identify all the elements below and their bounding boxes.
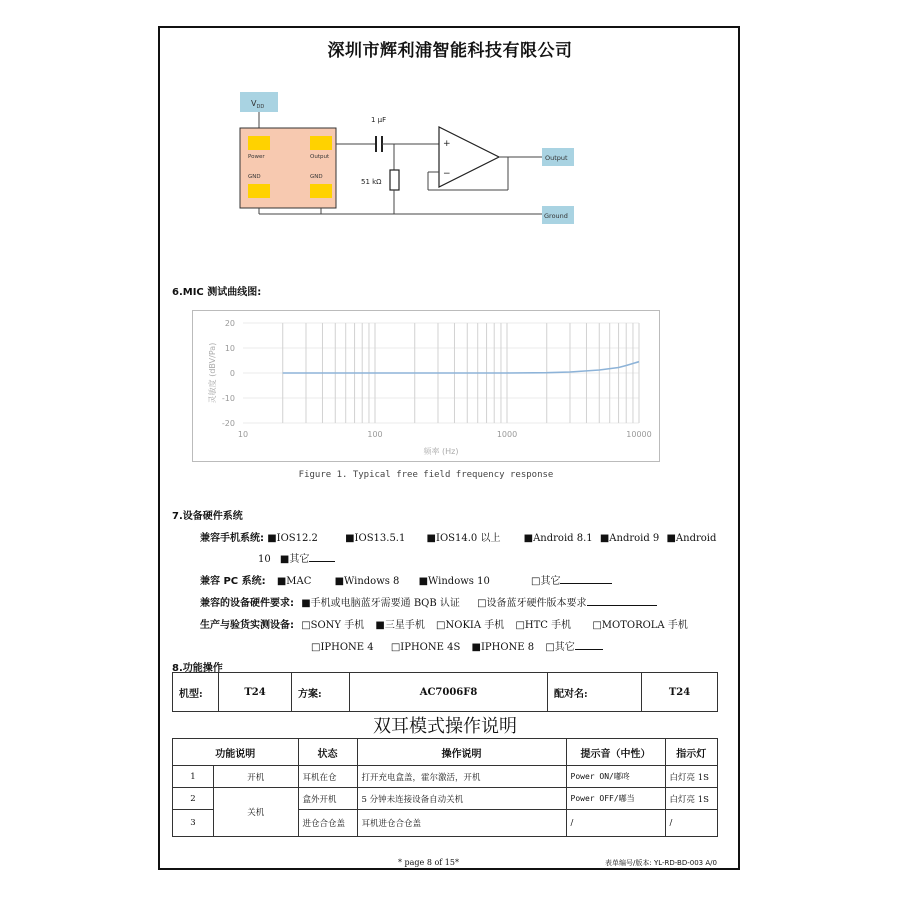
phone-systems-label: 兼容手机系统:: [200, 533, 264, 544]
opt-iphone8: ■IPHONE 8: [471, 642, 535, 653]
section-7-heading: 7.设备硬件系统: [172, 511, 243, 522]
resistor: [390, 170, 399, 190]
frequency-response-chart-frame: [192, 310, 660, 462]
binaural-mode-title: 双耳模式操作说明: [373, 716, 517, 737]
pair-name-value: T24: [642, 673, 718, 712]
col-operation: 操作说明: [357, 739, 566, 766]
phone-systems-row-2: [258, 550, 335, 565]
circuit-diagram: [234, 92, 584, 232]
y-tick-label: -10: [221, 394, 235, 403]
pin-gnd-left: GND: [248, 174, 261, 180]
operation-table-header: [173, 739, 718, 766]
row-function: 开机: [214, 766, 299, 788]
opt-ios14: ■IOS14.0 以上: [426, 533, 501, 544]
pc-systems-label: 兼容 PC 系统:: [200, 576, 266, 587]
resistor-label: 51 kΩ: [361, 178, 382, 186]
row-tone: /: [566, 810, 665, 837]
opt-win10: ■Windows 10: [418, 576, 490, 587]
vdd-label: $V_{DD}$: [251, 99, 265, 110]
row-state: 耳机在仓: [298, 766, 357, 788]
x-tick-label: 10: [237, 430, 249, 439]
opt-htc: □HTC 手机: [515, 620, 572, 631]
row-number: 2: [173, 788, 214, 810]
frequency-response-line: [283, 362, 639, 373]
row-function: 关机: [214, 788, 299, 837]
row-number: 1: [173, 766, 214, 788]
bt-version-blank: [587, 595, 657, 606]
x-tick-label: 1000: [496, 430, 518, 439]
product-info-table: [172, 672, 718, 712]
y-tick-label: -20: [221, 419, 235, 428]
col-function: 功能说明: [173, 739, 299, 766]
table-row: [173, 766, 718, 788]
output-label: Output: [545, 154, 568, 162]
opt-iphone4s: □IPHONE 4S: [390, 642, 461, 653]
capacitor-label: 1 µF: [371, 116, 387, 124]
opt-ios13: ■IOS13.5.1: [345, 533, 406, 544]
hw-requirement-label: 兼容的设备硬件要求:: [200, 598, 294, 609]
row-tone: Power ON/嘟咚: [566, 766, 665, 788]
table-row: [173, 788, 718, 810]
scheme-value: AC7006F8: [350, 673, 548, 712]
opt-pc-other: □其它: [531, 576, 561, 587]
gnd-pad-left: [248, 184, 270, 198]
gnd-pad-right: [310, 184, 332, 198]
row-state: 盒外开机: [298, 788, 357, 810]
model-label: 机型:: [173, 673, 219, 712]
row-number: 3: [173, 810, 214, 837]
x-tick-label: 100: [367, 430, 383, 439]
col-state: 状态: [298, 739, 357, 766]
pair-name-label: 配对名:: [548, 673, 642, 712]
y-tick-label: 10: [224, 344, 235, 353]
op-amp-plus: +: [443, 139, 451, 149]
row-led: 白灯亮 1S: [665, 788, 717, 810]
device-other-blank: [575, 639, 603, 650]
row-operation: 耳机进仓合仓盖: [357, 810, 566, 837]
x-tick-label: 10000: [626, 430, 652, 439]
opt-android10: ■Android: [666, 533, 717, 544]
row-tone: Power OFF/嘟当: [566, 788, 665, 810]
opt-bt-version: □设备蓝牙硬件版本要求: [477, 598, 587, 609]
opt-iphone4: □IPHONE 4: [311, 642, 374, 653]
pin-output: Output: [310, 154, 330, 160]
x-axis-label: 频率 (Hz): [423, 447, 459, 456]
page-number: * page 8 of 15*: [398, 858, 459, 867]
opt-motorola: □MOTOROLA 手机: [592, 620, 688, 631]
pc-other-blank: [560, 573, 612, 584]
test-devices-label: 生产与验货实测设备:: [200, 620, 294, 631]
figure-caption: Figure 1. Typical free field frequency response: [298, 470, 554, 480]
opt-android81: ■Android 8.1: [523, 533, 593, 544]
output-pad: [310, 136, 332, 150]
test-devices-row-2: [311, 638, 603, 653]
pin-gnd-right: GND: [310, 174, 323, 180]
pc-systems-row: [200, 572, 612, 587]
opt-phone-other: ■其它: [279, 554, 310, 565]
section-8-heading: 8.功能操作: [172, 663, 223, 674]
power-pad: [248, 136, 270, 150]
row-led: 白灯亮 1S: [665, 766, 717, 788]
frequency-response-chart: [193, 311, 659, 461]
model-value: T24: [219, 673, 292, 712]
opt-sony: □SONY 手机: [301, 620, 365, 631]
opt-bqb: ■手机或电脑蓝牙需要通 BQB 认证: [301, 598, 460, 609]
row-operation: 打开充电盒盖，霍尔激活，开机: [357, 766, 566, 788]
scheme-label: 方案:: [292, 673, 350, 712]
section-6-heading: 6.MIC 测试曲线图:: [172, 287, 262, 298]
row-operation: 5 分钟未连接设备自动关机: [357, 788, 566, 810]
col-led: 指示灯: [665, 739, 717, 766]
opt-samsung: ■三星手机: [375, 620, 425, 631]
y-axis-label: 灵敏度 (dBV/Pa): [208, 342, 217, 404]
opt-mac: ■MAC: [276, 576, 312, 587]
opt-android10-suffix: 10: [258, 554, 271, 565]
y-tick-label: 20: [224, 319, 235, 328]
phone-systems-row: [200, 529, 716, 544]
y-tick-label: 0: [229, 369, 235, 378]
row-led: /: [665, 810, 717, 837]
opt-android9: ■Android 9: [599, 533, 660, 544]
phone-other-blank: [309, 551, 335, 562]
test-devices-row: [200, 616, 688, 631]
hw-requirement-row: [200, 594, 657, 609]
opt-nokia: □NOKIA 手机: [436, 620, 505, 631]
company-title: 深圳市辉利浦智能科技有限公司: [327, 41, 573, 61]
operation-table: [172, 738, 718, 837]
pin-power: Power: [248, 154, 265, 160]
opt-device-other: □其它: [545, 642, 575, 653]
op-amp-minus: −: [443, 169, 451, 179]
ground-label: Ground: [544, 212, 568, 220]
col-tone: 提示音（中性）: [566, 739, 665, 766]
opt-win8: ■Windows 8: [334, 576, 400, 587]
row-state: 进仓合仓盖: [298, 810, 357, 837]
form-code: 表单编号/版本: YL-RD-BD-003 A/0: [605, 859, 717, 867]
opt-ios12: ■IOS12.2: [267, 533, 318, 544]
